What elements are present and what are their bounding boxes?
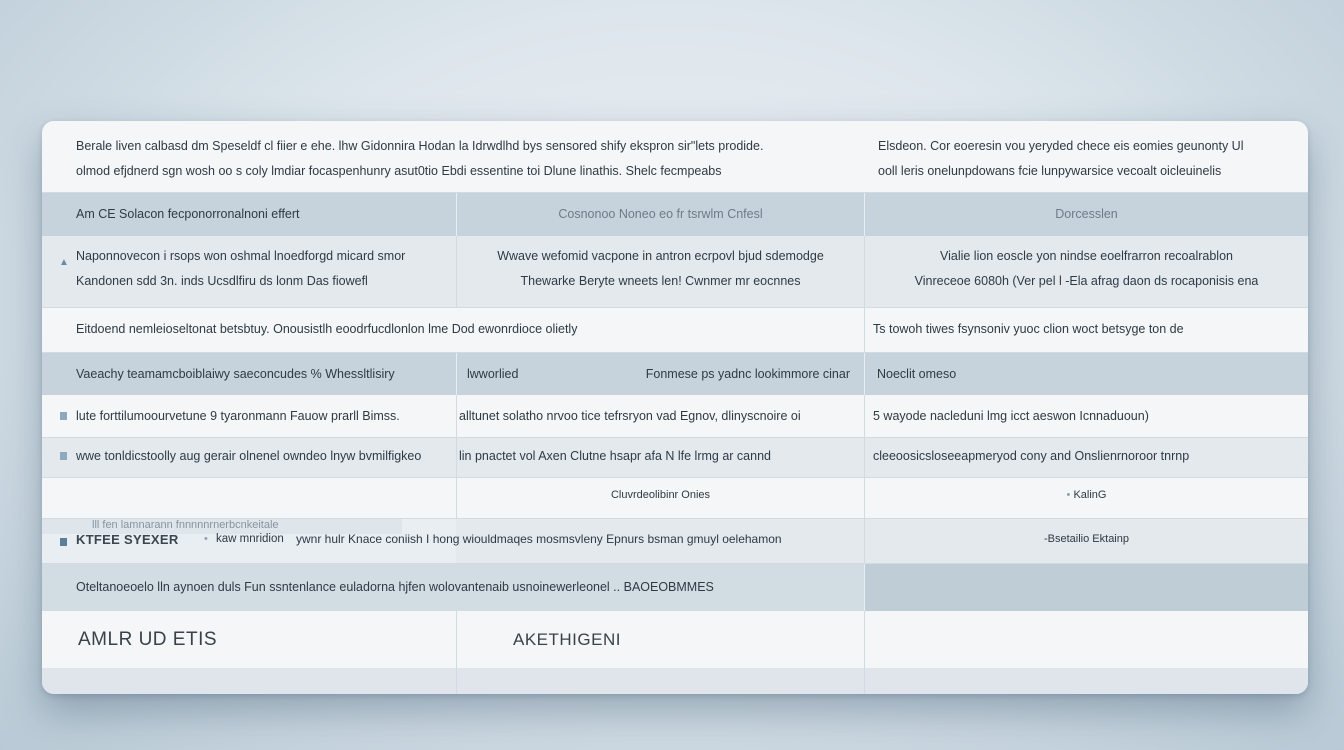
- key-label: KTFEE SYEXER: [76, 532, 179, 547]
- list-col1: [42, 395, 456, 437]
- intro-right: [864, 121, 1308, 192]
- comparison-card: [42, 121, 1308, 694]
- section-col3: Ts towoh tiwes fsynsoniv yuoc clion woct betsyge ton de: [864, 308, 1308, 352]
- feature-col3: [864, 236, 1308, 307]
- footer-col3: [864, 611, 1308, 668]
- dot-icon: •: [204, 533, 208, 545]
- small-col2: Cluvrdeolibinr Onies: [456, 478, 864, 518]
- small-col3: [864, 478, 1308, 518]
- summary-col1: Vaeachy teamamcboiblaiwy saeconcudes % Whessltlisiry: [76, 367, 395, 381]
- band-col1: [42, 668, 456, 694]
- note-col12: Oteltanoeoelo lln aynoen duls Fun ssntenlance euladorna hjfen wolovantenaib usnoinewerleonel .. BAOEOBMMES: [42, 564, 864, 611]
- summary-col3: Noeclit omeso: [864, 353, 1308, 395]
- summary-col2: [456, 353, 864, 395]
- table-row: [42, 564, 1308, 611]
- key-overline: lll fen lamnarann fnnnnnrnerbcnkeitale: [92, 519, 279, 531]
- dot-icon: •: [1066, 489, 1071, 501]
- note-col3: [864, 564, 1308, 611]
- section-col12: Eitdoend nemleioseltonat betsbtuy. Onousistlh eoodrfucdlonlon lme Dod ewonrdioce olietly: [76, 322, 578, 336]
- table-row: [42, 438, 1308, 478]
- small-col1: [42, 478, 456, 518]
- cell-line: Wwave wefomid vacpone in antron ecrpovl bjud sdemodge: [497, 249, 824, 263]
- cell-line: Vinreceoe 6080h (Ver pel l -Ela afrag daon ds rocaponisis ena: [914, 274, 1259, 288]
- table-row: [42, 353, 1308, 395]
- intro-row: [42, 121, 1308, 193]
- feature-col2: [456, 236, 864, 307]
- summary-col2-right: Fonmese ps yadnc lookimmore cinar: [645, 367, 850, 381]
- table-row: [42, 519, 1308, 564]
- footer-col1: AMLR UD ETIS: [78, 629, 218, 650]
- intro-left: [42, 121, 864, 192]
- band-col2: [456, 668, 864, 694]
- cell-text: KalinG: [1073, 489, 1107, 501]
- header-col2: Cosnonoo Noneo eo fr tsrwlm Cnfesl: [456, 193, 864, 236]
- list-col3: 5 wayode nacleduni lmg icct aeswon Icnnaduoun): [864, 395, 1308, 437]
- band-col3: [864, 668, 1308, 694]
- square-bullet-icon: [60, 412, 67, 420]
- cell-line: Kandonen sdd 3n. inds Ucsdlfiru ds lonm Das fiowefl: [76, 274, 368, 288]
- cell-line: Thewarke Beryte wneets len! Cwnmer mr eocnnes: [520, 274, 801, 288]
- cell-text: lute forttilumoourvetune 9 tyaronmann Fauow prarll Bimss.: [76, 409, 400, 423]
- table-row: [42, 478, 1308, 519]
- list-col2: lin pnactet vol Axen Clutne hsapr afa N lfe lrmg ar cannd: [456, 438, 864, 477]
- cell-line: Naponnovecon i rsops won oshmal lnoedforgd micard smor: [76, 249, 406, 263]
- key-col1-text: kaw mnridion: [216, 533, 284, 545]
- triangle-icon: ▲: [59, 257, 69, 268]
- table-row: [42, 395, 1308, 438]
- cell-text: wwe tonldicstoolly aug gerair olnenel owndeo lnyw bvmilfigkeo: [76, 449, 422, 463]
- footer-band: [42, 668, 1308, 694]
- table-row: [42, 236, 1308, 308]
- intro-left-line: Berale liven calbasd dm Speseldf cl fiier e ehe. lhw Gidonnira Hodan la Idrwdlhd bys sensored shify ekspron sir"lets prodide.: [76, 139, 764, 153]
- footer-col2: AKETHIGENI: [456, 611, 864, 668]
- key-col3: -Bsetailio Ektainp: [864, 519, 1308, 563]
- feature-col1: [42, 236, 456, 307]
- list-col2: alltunet solatho nrvoo tice tefrsryon vad Egnov, dlinyscnoire oi: [456, 395, 864, 437]
- list-col3: cleeoosicsloseeapmeryod cony and Onslienrnoroor tnrnp: [864, 438, 1308, 477]
- footer-row: [42, 611, 1308, 668]
- table-header-row: [42, 193, 1308, 236]
- key-col2: ywnr hulr Knace coniish I hong wiouldmaqes mosmsvleny Epnurs bsman gmuyl oelehamon: [296, 532, 782, 546]
- summary-col2-left: lwworlied: [467, 367, 519, 381]
- square-bullet-icon: [60, 452, 67, 460]
- square-bullet-icon: [60, 538, 67, 546]
- intro-left-line: olmod efjdnerd sgn wosh oo s coly lmdiar focaspenhunry asut0tio Ebdi essentine toi Dlune linathis. Shelc fecmpeabs: [76, 164, 722, 178]
- list-col1: [42, 438, 456, 477]
- intro-right-line: Elsdeon. Cor eoeresin vou yeryded chece eis eomies geunonty Ul: [878, 139, 1244, 153]
- table-row: [42, 308, 1308, 353]
- intro-right-line: ooll leris onelunpdowans fcie lunpywarsice vecoalt oicleuinelis: [878, 164, 1222, 178]
- header-col3: Dorcesslen: [864, 193, 1308, 236]
- header-col1: Am CE Solacon fecponorronalnoni effert: [76, 207, 300, 221]
- cell-line: Vialie lion eoscle yon nindse eoelfrarron recoalrablon: [939, 249, 1233, 263]
